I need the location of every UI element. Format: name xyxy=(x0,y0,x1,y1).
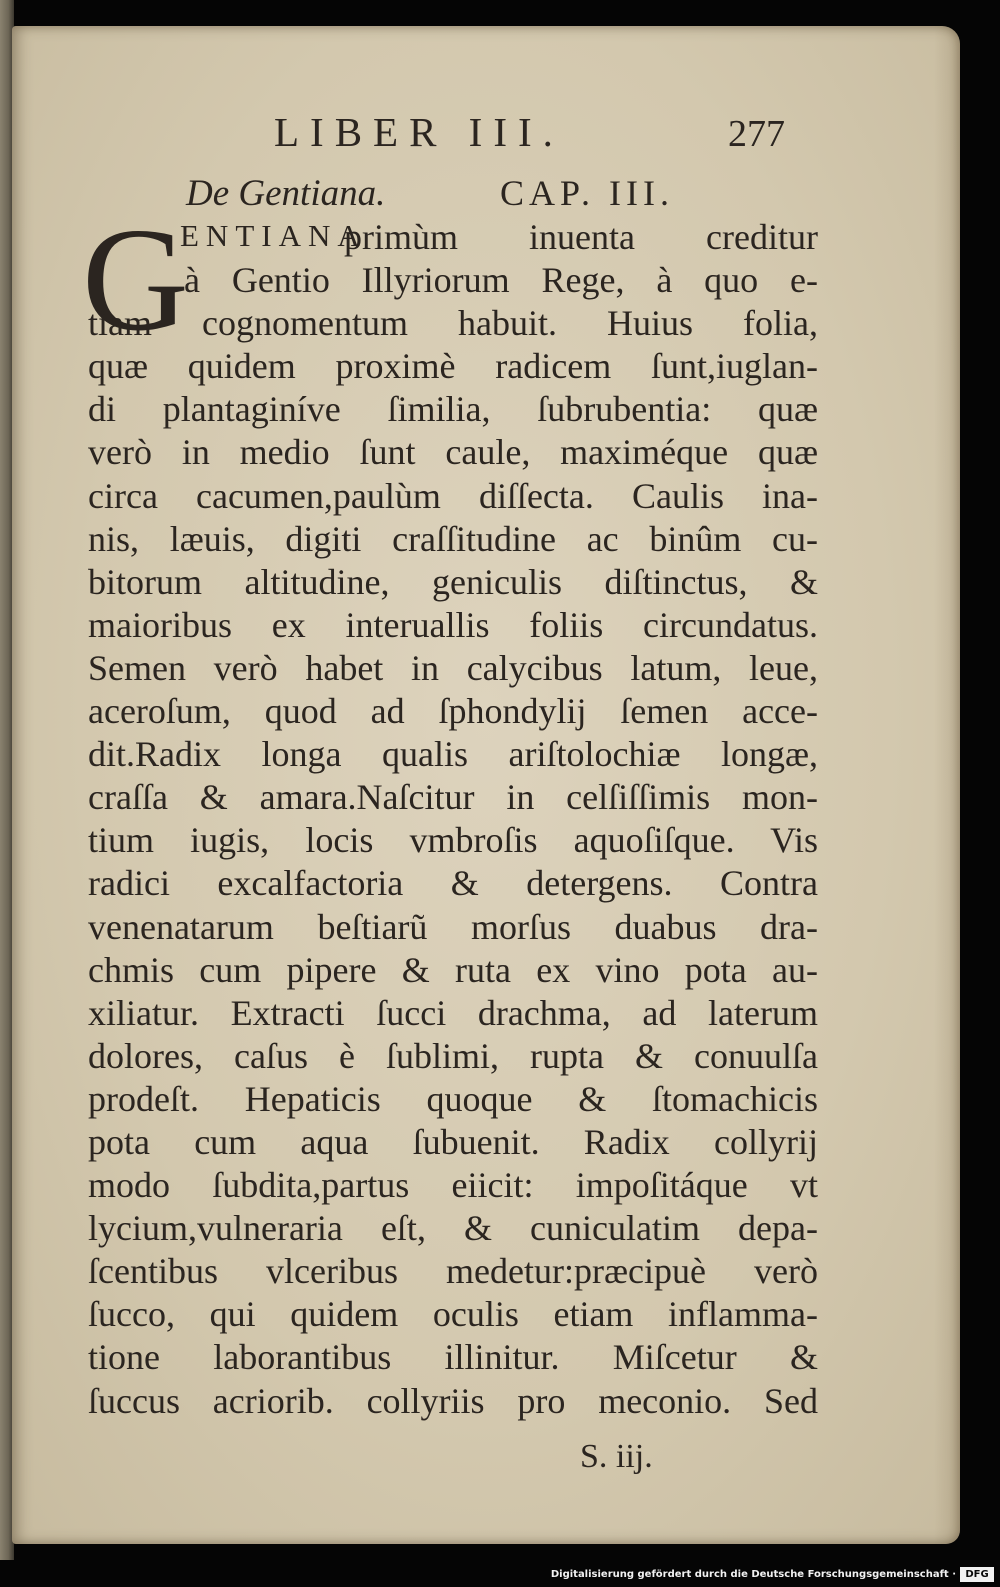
chapter-number: CAP. III. xyxy=(500,173,675,213)
text-line: dolores, caſus è ſublimi, rupta & conuulſa xyxy=(88,1035,818,1076)
text-line: venenatarum beſtiarũ morſus duabus dra- xyxy=(88,906,818,947)
signature-mark: S. iij. xyxy=(580,1438,653,1475)
text-line: Semen verò habet in calycibus latum, leue, xyxy=(88,647,818,688)
funding-credit: Digitalisierung gefördert durch die Deutsche Forschungsgemeinschaft · xyxy=(550,1569,956,1580)
chapter-title: De Gentiana. xyxy=(186,173,386,214)
text-line: ſcentibus vlceribus medetur:præcipuè verò xyxy=(88,1251,818,1292)
drop-capital: G xyxy=(82,198,189,362)
text-line: circa cacumen,paulùm diſſecta. Caulis ina- xyxy=(88,475,818,516)
text-line: chmis cum pipere & ruta ex vino pota au- xyxy=(88,949,818,990)
text-line: pota cum aqua ſubuenit. Radix collyrij xyxy=(88,1121,818,1162)
text-line: modo ſubdita,partus eiicit: impoſitáque vt xyxy=(88,1165,818,1206)
text-line: primùm inuenta creditur xyxy=(344,217,818,257)
dfg-logo: DFG xyxy=(960,1567,994,1582)
running-head: LIBER III. xyxy=(274,109,564,155)
text-line: maioribus ex interuallis foliis circundatus. xyxy=(88,604,818,645)
text-line: verò in medio ſunt caule, maximéque quæ xyxy=(88,432,818,473)
text-line: lycium,vulneraria eſt, & cuniculatim depa- xyxy=(88,1208,818,1249)
text-line: xiliatur. Extracti ſucci drachma, ad laterum xyxy=(88,992,818,1033)
text-line: tium iugis, locis vmbroſis aquoſiſque. Vis xyxy=(88,820,818,861)
text-line: prodeſt. Hepaticis quoque & ſtomachicis xyxy=(88,1078,818,1119)
text-line: à Gentio Illyriorum Rege, à quo e- xyxy=(184,260,818,301)
text-line: di plantaginíve ſimilia, ſubrubentia: quæ xyxy=(88,389,818,430)
text-line: tione laborantibus illinitur. Miſcetur & xyxy=(88,1337,818,1378)
text-line: tiam cognomentum habuit. Huius folia, xyxy=(88,303,818,344)
text-line: radici excalfactoria & detergens. Contra xyxy=(88,863,818,904)
first-word-small-caps: ENTIANA xyxy=(180,218,367,253)
page-number: 277 xyxy=(728,113,785,155)
text-line: nis, læuis, digiti craſſitudine ac binûm cu- xyxy=(88,518,818,559)
text-line: craſſa & amara.Naſcitur in celſiſſimis mon- xyxy=(88,777,818,818)
text-line: ſucco, qui quidem oculis etiam inflamma- xyxy=(88,1294,818,1335)
text-line: ſuccus acriorib. collyriis pro meconio. Sed xyxy=(88,1380,818,1421)
book-page xyxy=(12,26,960,1544)
text-line: dit.Radix longa qualis ariſtolochiæ longæ, xyxy=(88,734,818,775)
text-line: bitorum altitudine, geniculis diſtinctus, & xyxy=(88,561,818,602)
body-text xyxy=(88,216,818,1423)
text-line: quæ quidem proximè radicem ſunt,iuglan- xyxy=(88,346,818,387)
text-line: aceroſum, quod ad ſphondylij ſemen acce- xyxy=(88,691,818,732)
